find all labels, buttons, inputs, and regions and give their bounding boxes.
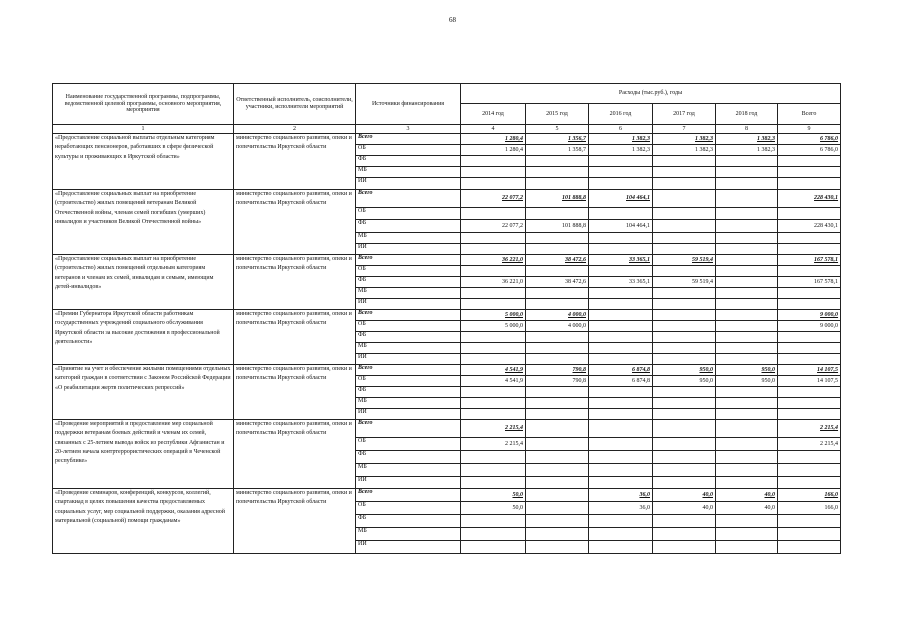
value-cell — [716, 299, 778, 310]
value-cell — [461, 477, 526, 489]
value-cell — [716, 464, 778, 477]
value-cell — [461, 156, 526, 167]
header-program: Наименование государственной программы, подпрограммы, ведомственной целевой программы, основного мероприятия, мероприятия — [53, 84, 234, 125]
value-cell — [461, 332, 526, 343]
column-number: 1 — [53, 125, 234, 134]
header-year: 2014 год — [461, 104, 526, 125]
source-cell: МБ — [356, 167, 461, 178]
value-cell — [526, 541, 589, 554]
value-cell: 33 365,1 — [589, 277, 653, 288]
source-cell: ФБ — [356, 515, 461, 528]
executor-name: министерство социального развития, опеки и попечительства Иркутской области — [234, 420, 356, 489]
source-cell: Всего — [356, 255, 461, 266]
value-cell: 50,0 — [461, 502, 526, 515]
column-number: 3 — [356, 125, 461, 134]
value-cell: 4 541,9 — [461, 365, 526, 376]
value-cell — [461, 208, 526, 220]
value-cell — [653, 233, 716, 244]
value-cell: 1 382,3 — [716, 134, 778, 145]
value-cell: 38 472,6 — [526, 277, 589, 288]
value-cell — [653, 409, 716, 420]
value-cell: 9 000,0 — [778, 310, 841, 321]
value-cell — [589, 233, 653, 244]
value-cell: 40,0 — [716, 489, 778, 502]
executor-name: министерство социального развития, опеки и попечительства Иркутской области — [234, 489, 356, 554]
value-cell — [778, 343, 841, 354]
value-cell — [778, 288, 841, 299]
value-cell — [526, 420, 589, 438]
column-number: 5 — [526, 125, 589, 134]
value-cell — [653, 321, 716, 332]
value-cell — [461, 464, 526, 477]
value-cell — [526, 477, 589, 489]
value-cell — [461, 515, 526, 528]
value-cell — [653, 190, 716, 208]
source-cell: Всего — [356, 310, 461, 321]
value-cell — [526, 244, 589, 255]
source-cell: ИИ — [356, 541, 461, 554]
value-cell — [526, 438, 589, 451]
header-executor: Ответственный исполнитель, соисполнители, участники, исполнители мероприятий — [234, 84, 356, 125]
value-cell — [461, 398, 526, 409]
value-cell — [653, 477, 716, 489]
value-cell — [716, 244, 778, 255]
column-number: 2 — [234, 125, 356, 134]
header-year: 2015 год — [526, 104, 589, 125]
value-cell — [589, 354, 653, 365]
source-cell: Всего — [356, 489, 461, 502]
value-cell — [716, 438, 778, 451]
value-cell — [526, 409, 589, 420]
value-cell — [716, 451, 778, 464]
value-cell — [461, 244, 526, 255]
table-row — [53, 134, 841, 145]
value-cell — [653, 332, 716, 343]
source-cell: МБ — [356, 528, 461, 541]
value-cell — [526, 354, 589, 365]
header-total: Всего — [778, 104, 841, 125]
value-cell — [526, 266, 589, 277]
program-name: «Предоставление социальных выплат на приобретение (строительство) жилых помещений ветеранам Великой Отечественной войны, членам семей погибших (умерших) инвалидов и участников Великой Отечественной войны» — [53, 190, 234, 255]
value-cell: 1 382,3 — [653, 145, 716, 156]
header-year: 2016 год — [589, 104, 653, 125]
value-cell: 790,8 — [526, 376, 589, 387]
value-cell: 2 215,4 — [778, 420, 841, 438]
value-cell — [589, 244, 653, 255]
value-cell — [589, 541, 653, 554]
value-cell — [589, 156, 653, 167]
value-cell — [653, 438, 716, 451]
source-cell: МБ — [356, 464, 461, 477]
source-cell: ФБ — [356, 332, 461, 343]
value-cell — [778, 244, 841, 255]
value-cell: 1 382,3 — [589, 134, 653, 145]
value-cell: 36,0 — [589, 502, 653, 515]
value-cell — [526, 167, 589, 178]
value-cell — [526, 156, 589, 167]
value-cell — [589, 343, 653, 354]
value-cell — [778, 266, 841, 277]
value-cell: 36 221,0 — [461, 277, 526, 288]
value-cell — [461, 299, 526, 310]
table-row — [53, 365, 841, 376]
value-cell: 1 280,4 — [461, 134, 526, 145]
value-cell — [526, 233, 589, 244]
value-cell: 4 541,9 — [461, 376, 526, 387]
value-cell — [589, 420, 653, 438]
value-cell: 1 358,7 — [526, 145, 589, 156]
value-cell — [589, 515, 653, 528]
value-cell — [653, 354, 716, 365]
value-cell — [778, 528, 841, 541]
value-cell — [653, 220, 716, 233]
source-cell: ИИ — [356, 178, 461, 190]
value-cell — [716, 220, 778, 233]
value-cell: 1 382,3 — [716, 145, 778, 156]
value-cell: 6 874,8 — [589, 365, 653, 376]
value-cell — [461, 541, 526, 554]
value-cell: 22 077,2 — [461, 220, 526, 233]
source-cell: Всего — [356, 365, 461, 376]
executor-name: министерство социального развития, опеки и попечительства Иркутской области — [234, 255, 356, 310]
value-cell — [589, 299, 653, 310]
value-cell — [526, 332, 589, 343]
program-name: «Предоставление социальной выплаты отдельным категориям неработающих пенсионеров, работавших в сфере физической культуры и проживающих в Иркутской области» — [53, 134, 234, 190]
program-name: «Премии Губернатора Иркутской области работникам государственных учреждений социального обслуживания Иркутской области за высокие достижения в профессиональной деятельности» — [53, 310, 234, 365]
value-cell — [778, 299, 841, 310]
value-cell: 228 430,1 — [778, 190, 841, 208]
value-cell — [653, 515, 716, 528]
value-cell — [589, 310, 653, 321]
source-cell: ФБ — [356, 156, 461, 167]
value-cell — [589, 438, 653, 451]
value-cell — [716, 190, 778, 208]
table-body — [53, 134, 841, 554]
value-cell — [653, 208, 716, 220]
source-cell: МБ — [356, 233, 461, 244]
value-cell: 5 000,0 — [461, 321, 526, 332]
value-cell: 40,0 — [653, 489, 716, 502]
value-cell: 167 578,1 — [778, 277, 841, 288]
value-cell — [653, 266, 716, 277]
value-cell — [526, 451, 589, 464]
value-cell: 166,0 — [778, 502, 841, 515]
program-name: «Принятие на учет и обеспечение жилыми помещениями отдельных категорий граждан в соответствии с Законом Российской Федерации «О реабилитации жертв политических репрессий» — [53, 365, 234, 420]
value-cell — [778, 541, 841, 554]
value-cell — [653, 167, 716, 178]
value-cell: 166,0 — [778, 489, 841, 502]
value-cell: 59 519,4 — [653, 255, 716, 266]
value-cell — [778, 464, 841, 477]
source-cell: МБ — [356, 398, 461, 409]
value-cell — [461, 387, 526, 398]
value-cell — [589, 398, 653, 409]
value-cell — [589, 464, 653, 477]
value-cell — [526, 489, 589, 502]
value-cell: 5 000,0 — [461, 310, 526, 321]
value-cell — [461, 409, 526, 420]
table-row — [53, 420, 841, 438]
value-cell — [716, 156, 778, 167]
value-cell — [716, 178, 778, 190]
value-cell — [778, 178, 841, 190]
header-year: 2017 год — [653, 104, 716, 125]
value-cell — [461, 178, 526, 190]
value-cell: 4 000,0 — [526, 310, 589, 321]
source-cell: ОБ — [356, 321, 461, 332]
source-cell: МБ — [356, 288, 461, 299]
value-cell — [716, 233, 778, 244]
value-cell — [716, 255, 778, 266]
executor-name: министерство социального развития, опеки и попечительства Иркутской области — [234, 365, 356, 420]
value-cell — [778, 409, 841, 420]
value-cell: 36 221,0 — [461, 255, 526, 266]
value-cell — [716, 515, 778, 528]
value-cell: 33 365,1 — [589, 255, 653, 266]
value-cell — [778, 167, 841, 178]
header-sources: Источники финансирования — [356, 84, 461, 125]
value-cell — [716, 266, 778, 277]
value-cell — [526, 464, 589, 477]
value-cell — [653, 541, 716, 554]
value-cell: 101 888,8 — [526, 190, 589, 208]
value-cell — [461, 354, 526, 365]
value-cell — [461, 343, 526, 354]
value-cell — [716, 354, 778, 365]
value-cell — [716, 208, 778, 220]
program-name: «Предоставление социальных выплат на приобретение (строительство) жилых помещений отдельным категориям ветеранов и членам их семей, инвалидам и семьям, имеющим детей-инвалидов» — [53, 255, 234, 310]
value-cell — [716, 277, 778, 288]
value-cell — [653, 310, 716, 321]
source-cell: ФБ — [356, 451, 461, 464]
value-cell — [653, 343, 716, 354]
source-cell: ФБ — [356, 387, 461, 398]
value-cell — [653, 288, 716, 299]
column-number: 4 — [461, 125, 526, 134]
value-cell — [461, 288, 526, 299]
value-cell — [526, 387, 589, 398]
value-cell: 14 107,5 — [778, 365, 841, 376]
column-number: 6 — [589, 125, 653, 134]
value-cell — [716, 288, 778, 299]
value-cell — [526, 398, 589, 409]
source-cell: ОБ — [356, 145, 461, 156]
source-cell: Всего — [356, 420, 461, 438]
value-cell — [461, 167, 526, 178]
value-cell — [716, 409, 778, 420]
value-cell — [589, 266, 653, 277]
value-cell: 790,8 — [526, 365, 589, 376]
value-cell: 6 786,0 — [778, 145, 841, 156]
source-cell: ИИ — [356, 244, 461, 255]
source-cell: МБ — [356, 343, 461, 354]
value-cell — [716, 321, 778, 332]
header-year: 2018 год — [716, 104, 778, 125]
value-cell — [589, 477, 653, 489]
value-cell — [589, 167, 653, 178]
value-cell: 950,0 — [716, 365, 778, 376]
value-cell: 36,0 — [589, 489, 653, 502]
value-cell — [461, 233, 526, 244]
value-cell — [526, 288, 589, 299]
value-cell — [716, 477, 778, 489]
value-cell: 59 519,4 — [653, 277, 716, 288]
value-cell — [526, 299, 589, 310]
value-cell — [589, 288, 653, 299]
value-cell — [716, 541, 778, 554]
value-cell — [716, 167, 778, 178]
value-cell: 228 430,1 — [778, 220, 841, 233]
source-cell: ОБ — [356, 376, 461, 387]
executor-name: министерство социального развития, опеки и попечительства Иркутской области — [234, 190, 356, 255]
source-cell: Всего — [356, 190, 461, 208]
value-cell: 2 215,4 — [461, 420, 526, 438]
value-cell — [589, 321, 653, 332]
value-cell — [716, 528, 778, 541]
value-cell: 2 215,4 — [461, 438, 526, 451]
value-cell: 38 472,6 — [526, 255, 589, 266]
value-cell: 104 464,1 — [589, 190, 653, 208]
table-row — [53, 255, 841, 266]
value-cell — [716, 398, 778, 409]
value-cell — [653, 464, 716, 477]
source-cell: Всего — [356, 134, 461, 145]
value-cell: 1 382,3 — [589, 145, 653, 156]
source-cell: ИИ — [356, 477, 461, 489]
source-cell: ИИ — [356, 354, 461, 365]
value-cell — [589, 332, 653, 343]
value-cell — [526, 343, 589, 354]
value-cell: 14 107,5 — [778, 376, 841, 387]
value-cell — [589, 528, 653, 541]
value-cell — [653, 451, 716, 464]
value-cell: 950,0 — [653, 376, 716, 387]
value-cell: 101 888,8 — [526, 220, 589, 233]
value-cell — [461, 266, 526, 277]
value-cell — [526, 178, 589, 190]
value-cell — [653, 156, 716, 167]
value-cell: 1 382,3 — [653, 134, 716, 145]
value-cell — [653, 244, 716, 255]
source-cell: ОБ — [356, 502, 461, 515]
value-cell: 4 000,0 — [526, 321, 589, 332]
value-cell: 6 874,8 — [589, 376, 653, 387]
value-cell: 22 077,2 — [461, 190, 526, 208]
value-cell — [716, 332, 778, 343]
source-cell: ОБ — [356, 438, 461, 451]
value-cell: 6 786,0 — [778, 134, 841, 145]
column-number: 9 — [778, 125, 841, 134]
executor-name: министерство социального развития, опеки и попечительства Иркутской области — [234, 134, 356, 190]
value-cell — [589, 178, 653, 190]
value-cell — [653, 528, 716, 541]
value-cell — [653, 398, 716, 409]
financing-table — [52, 83, 841, 554]
value-cell — [778, 332, 841, 343]
value-cell — [778, 156, 841, 167]
value-cell — [778, 208, 841, 220]
value-cell: 50,0 — [461, 489, 526, 502]
program-name: «Проведение семинаров, конференций, конкурсов, коллегий, спартакиад в целях повышения качества предоставляемых социальных услуг, мер социальной поддержки, оказания адресной материальной (социальной) помощи гражданам» — [53, 489, 234, 554]
value-cell — [589, 409, 653, 420]
value-cell — [526, 528, 589, 541]
value-cell — [653, 420, 716, 438]
source-cell: ИИ — [356, 299, 461, 310]
value-cell — [778, 387, 841, 398]
value-cell — [778, 451, 841, 464]
value-cell — [589, 451, 653, 464]
value-cell — [653, 387, 716, 398]
value-cell — [526, 208, 589, 220]
header-expenses: Расходы (тыс.руб.), годы — [461, 84, 841, 104]
column-number: 8 — [716, 125, 778, 134]
value-cell — [716, 310, 778, 321]
value-cell — [526, 515, 589, 528]
value-cell: 167 578,1 — [778, 255, 841, 266]
table-row — [53, 190, 841, 208]
program-name: «Проведение мероприятий и предоставление мер социальной поддержки ветеранам боевых действий и членам их семей, связанных с 25-летием вывода войск из республики Афганистан и 20-летием начала контртеррористических операций в Чеченской республике» — [53, 420, 234, 489]
value-cell — [461, 451, 526, 464]
table-row — [53, 489, 841, 502]
value-cell — [653, 299, 716, 310]
value-cell: 950,0 — [653, 365, 716, 376]
value-cell — [589, 387, 653, 398]
page-number: 68 — [449, 16, 456, 24]
column-number: 7 — [653, 125, 716, 134]
value-cell: 1 280,4 — [461, 145, 526, 156]
value-cell: 1 356,7 — [526, 134, 589, 145]
value-cell — [526, 502, 589, 515]
value-cell: 104 464,1 — [589, 220, 653, 233]
value-cell: 40,0 — [716, 502, 778, 515]
source-cell: ИИ — [356, 409, 461, 420]
source-cell: ОБ — [356, 208, 461, 220]
source-cell: ФБ — [356, 220, 461, 233]
value-cell: 9 000,0 — [778, 321, 841, 332]
value-cell: 40,0 — [653, 502, 716, 515]
value-cell — [778, 515, 841, 528]
value-cell — [778, 233, 841, 244]
executor-name: министерство социального развития, опеки и попечительства Иркутской области — [234, 310, 356, 365]
value-cell — [716, 420, 778, 438]
value-cell — [716, 387, 778, 398]
value-cell: 2 215,4 — [778, 438, 841, 451]
value-cell — [778, 477, 841, 489]
value-cell — [653, 178, 716, 190]
source-cell: ФБ — [356, 277, 461, 288]
value-cell — [778, 398, 841, 409]
value-cell — [716, 343, 778, 354]
value-cell: 950,0 — [716, 376, 778, 387]
table-row — [53, 310, 841, 321]
source-cell: ОБ — [356, 266, 461, 277]
value-cell — [461, 528, 526, 541]
value-cell — [778, 354, 841, 365]
value-cell — [589, 208, 653, 220]
